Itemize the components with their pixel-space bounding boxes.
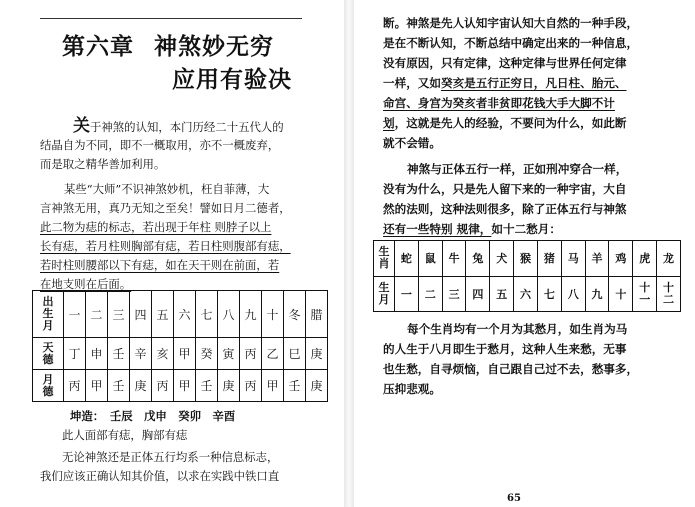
para3-line1: 无论神煞还是正体五行均系一种信息标志， [62,450,279,464]
rp1-line6: 划，这就是先人的经验，不要问为什么，如此断 [383,116,627,130]
table-cell: 壬 [108,338,130,370]
para1-line3: 而是取之精华善加利用。 [40,157,166,171]
row-label-cell: 生 肖 [374,241,395,277]
month-cell: 八 [218,291,240,338]
table-cell: 壬 [284,370,306,402]
month-cell: 四 [466,276,490,312]
para2-line2: 言神煞无用，真乃无知之至矣！譬如日月二德者， [40,201,291,215]
zodiac-cell: 龙 [657,241,681,277]
zodiac-cell: 蛇 [395,241,419,277]
chouyue-table [373,240,681,312]
month-cell: 一 [64,291,86,338]
zodiac-cell: 犬 [490,241,514,277]
month-cell: 二 [86,291,108,338]
month-cell: 十 [609,276,633,312]
month-cell: 三 [442,276,466,312]
month-cell: 六 [174,291,196,338]
page-number: 65 [507,493,521,504]
row-label-cell: 生 月 [374,276,395,312]
chapter-title-line2: 应用有验决 [172,67,292,93]
table-cell: 乙 [262,338,284,370]
chapter-title [62,28,274,61]
rp2-line4: 还有一些特别 规律，如十二愁月： [383,222,561,236]
para2-line6: 在地支则在后面。 [40,277,132,291]
month-cell: 九 [240,291,262,338]
zodiac-cell: 马 [561,241,585,277]
book-gutter [344,0,354,507]
rp1-line4: 一样，又如癸亥是五行正穷日，凡日柱、胎元、 [383,76,627,90]
rp1-line1: 断。神煞是先人认知宇宙认知大自然的一种手段， [383,16,639,30]
table-head-cell: 出 生 月 [33,291,64,338]
table-row [33,338,328,370]
rp1-line7: 就不会错。 [383,136,441,150]
zodiac-cell: 猪 [537,241,561,277]
month-cell: 三 [108,291,130,338]
para2-line5: 若时柱则腰部以下有痣，如在天干则在前面，若 [40,258,280,272]
rp3-line4: 压抑悲观。 [383,382,441,396]
left-page [0,0,345,507]
table-cell: 癸 [196,338,218,370]
month-cell: 十 [262,291,284,338]
table-cell: 亥 [152,338,174,370]
para1-line1: 关于神煞的认知，本门历经二十五代人的 [73,116,284,136]
month-cell: 十 二 [657,276,681,312]
zodiac-cell: 牛 [442,241,466,277]
rp1-line5: 命宫、身宫为癸亥者非贫即花钱大手大脚不计 [383,96,615,110]
zodiac-cell: 猴 [514,241,538,277]
chapter-title-line1: 神煞妙无穷 [154,34,274,60]
chouyue-table-body [374,241,681,312]
month-cell: 一 [395,276,419,312]
month-cell: 四 [130,291,152,338]
table-cell: 巳 [284,338,306,370]
table-cell: 丙 [240,370,262,402]
table-cell: 甲 [174,338,196,370]
month-cell: 六 [514,276,538,312]
month-cell: 七 [537,276,561,312]
table-cell: 辛 [130,338,152,370]
zodiac-cell: 羊 [585,241,609,277]
month-cell: 十 一 [633,276,657,312]
table-cell: 庚 [218,370,240,402]
rp1-line2: 是在不断认知，不断总结中确定出来的一种信息， [383,36,639,50]
para2-line4: 长有痣，若月柱则胸部有痣，若日柱则腹部有痣， [40,239,291,253]
month-cell: 二 [418,276,442,312]
month-cell: 七 [196,291,218,338]
zodiac-row [374,241,681,277]
kun-chart: 坤造： 壬辰 戊申 癸卯 辛酉 [70,409,236,423]
drop-initial: 关 [73,116,90,136]
zodiac-cell: 兔 [466,241,490,277]
month-cell: 腊 [306,291,328,338]
table-cell: 甲 [174,370,196,402]
table-cell: 申 [86,338,108,370]
rp2-line2: 没有为什么，只是先人留下来的一种宇宙，大自 [383,182,627,196]
rp2-line1: 神煞与正体五行一样，正如刑冲穿合一样， [407,162,628,176]
para1-line2: 结晶自为不同，即不一概取用，亦不一概废弃， [40,138,280,152]
rp2-line3: 然的法则，这种法则很多，除了正体五行与神煞 [383,202,627,216]
rp3-line3: 也生愁，自寻烦恼，自己跟自己过不去，愁事多， [383,362,639,376]
row-label-cell: 天 德 [33,338,64,370]
table-header-row [33,291,328,338]
para3-line2: 我们应该正确认知其价值，以求在实践中铁口直 [40,469,280,483]
kun-note: 此人面部有痣，胸部有痣 [62,428,188,442]
table-cell: 丙 [152,370,174,402]
table-cell: 丙 [64,370,86,402]
para2-line1: 某些“大师”不识神煞妙机，枉自菲薄，大 [64,182,270,196]
tiande-yuede-table [32,290,328,402]
table-cell: 寅 [218,338,240,370]
month-cell: 冬 [284,291,306,338]
para2-line3: 此二物为痣的标志，若出现于年柱 则脖子以上 [40,220,272,234]
zodiac-cell: 鼠 [418,241,442,277]
month-cell: 八 [561,276,585,312]
row-label-cell: 月 德 [33,370,64,402]
table-cell: 庚 [306,370,328,402]
table-cell: 甲 [262,370,284,402]
header-rule [40,18,302,19]
zodiac-cell: 虎 [633,241,657,277]
tiande-yuede-table-body [33,291,328,402]
table-cell: 甲 [86,370,108,402]
table-cell: 丁 [64,338,86,370]
table-cell: 丙 [240,338,262,370]
sorrow-month-row [374,276,681,312]
table-cell: 壬 [196,370,218,402]
table-row [33,370,328,402]
month-cell: 五 [490,276,514,312]
table-cell: 壬 [108,370,130,402]
table-cell: 庚 [306,338,328,370]
rp3-line2: 的人生于八月即生于愁月，这种人生来愁，无事 [383,342,627,356]
zodiac-cell: 鸡 [609,241,633,277]
table-cell: 庚 [130,370,152,402]
rp3-line1: 每个生肖均有一个月为其愁月，如生肖为马 [407,322,628,336]
chapter-number: 第六章 [62,34,134,60]
right-page [355,0,695,507]
month-cell: 五 [152,291,174,338]
rp1-line3: 没有原因，只有定律，这种定律与世界任何定律 [383,56,627,70]
month-cell: 九 [585,276,609,312]
